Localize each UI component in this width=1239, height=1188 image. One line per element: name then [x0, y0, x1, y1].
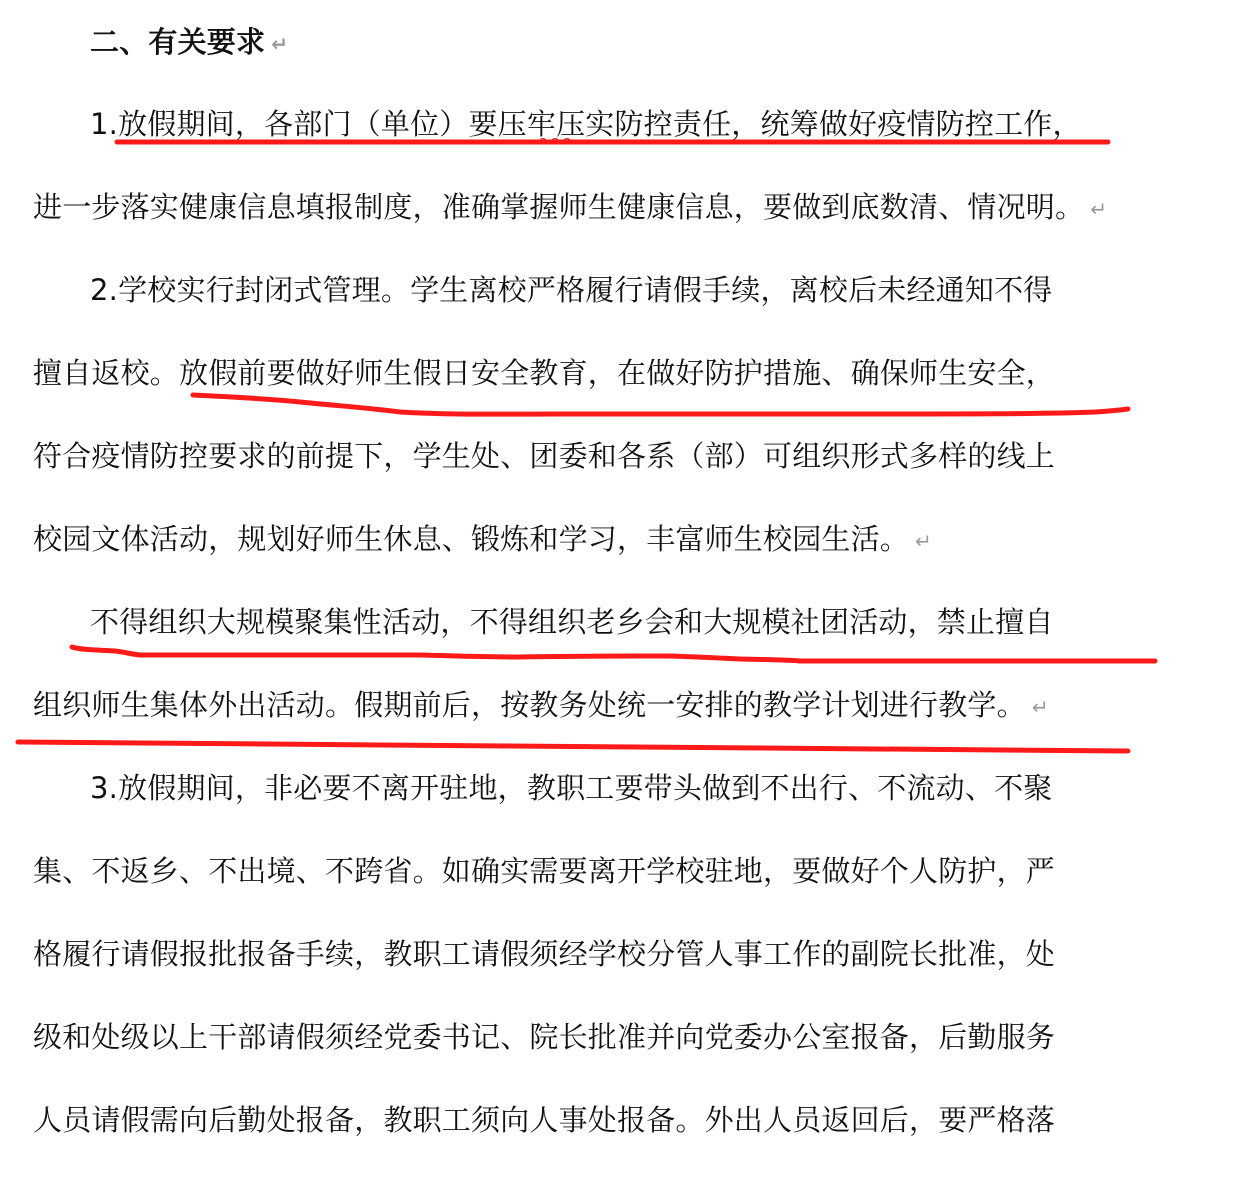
- line-text: 级和处级以上干部请假须经党委书记、院长批准并向党委办公室报备，后勤服务: [33, 1020, 1056, 1054]
- text-line-10: [33, 851, 1055, 891]
- section-heading: [90, 22, 288, 62]
- text-line-6: [33, 519, 932, 559]
- line-text: 集、不返乡、不出境、不跨省。如确实需要离开学校驻地，要做好个人防护，严: [33, 854, 1056, 888]
- line-text: 进一步落实健康信息填报制度，准确掌握师生健康信息，要做到底数清、情况明。: [33, 190, 1085, 224]
- underline-line-8: [18, 742, 1128, 751]
- text-line-3: [90, 270, 1052, 310]
- line-text: 擅自返校。放假前要做好师生假日安全教育，在做好防护措施、确保师生安全，: [33, 356, 1056, 390]
- line-text: 2.学校实行封闭式管理。学生离校严格履行请假手续，离校后未经通知不得: [90, 273, 1053, 307]
- text-line-13: [33, 1100, 1055, 1140]
- heading-text: 二、有关要求: [90, 25, 266, 59]
- text-line-12: [33, 1017, 1055, 1057]
- text-line-2: [33, 187, 1107, 227]
- underline-line-7: [72, 647, 1155, 661]
- paragraph-mark-icon: ↵: [271, 32, 289, 56]
- text-line-9: [90, 768, 1052, 808]
- line-text: 格履行请假报批报备手续，教职工请假须经学校分管人事工作的副院长批准，处: [33, 937, 1056, 971]
- line-text: 1.放假期间，各部门（单位）要压牢压实防控责任，统筹做好疫情防控工作，: [90, 107, 1082, 141]
- line-text: 3.放假期间，非必要不离开驻地，教职工要带头做到不出行、不流动、不聚: [90, 771, 1053, 805]
- text-line-7: [90, 602, 1054, 642]
- line-text: 组织师生集体外出活动。假期前后，按教务处统一安排的教学计划进行教学。: [33, 688, 1026, 722]
- text-line-4: [33, 353, 1055, 393]
- line-text: 校园文体活动，规划好师生休息、锻炼和学习，丰富师生校园生活。: [33, 522, 910, 556]
- paragraph-mark-icon: ↵: [1090, 197, 1108, 221]
- text-line-1: [90, 104, 1082, 144]
- text-line-8: [33, 685, 1049, 725]
- paragraph-mark-icon: ↵: [1031, 695, 1049, 719]
- underline-line-4: [193, 395, 1128, 414]
- text-line-5: [33, 436, 1055, 476]
- line-text: 人员请假需向后勤处报备，教职工须向人事处报备。外出人员返回后，要严格落: [33, 1103, 1056, 1137]
- text-line-11: [33, 934, 1055, 974]
- paragraph-mark-icon: ↵: [915, 529, 932, 553]
- line-text: 符合疫情防控要求的前提下，学生处、团委和各系（部）可组织形式多样的线上: [33, 439, 1056, 473]
- line-text: 不得组织大规模聚集性活动，不得组织老乡会和大规模社团活动，禁止擅自: [90, 605, 1054, 639]
